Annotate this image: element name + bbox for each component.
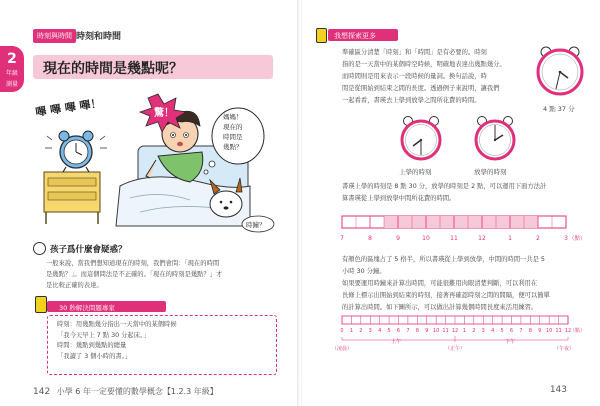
title-bar [33,55,273,79]
paragraph-line: 書瑛上學的時刻是 8 點 30 分，放學的時刻是 2 點，可以運用下面方法計 [342,183,547,190]
pm-label: 下午 [504,339,516,345]
timeline1-tick: 2 [536,235,540,242]
thought-line-4: 幾點？ [223,143,243,151]
face-icon [33,242,46,255]
paragraph-line: 的計算出時間。如下圖所示，可以做出計算幾個時間長度來活用練習。 [342,304,538,311]
thought-line-3: 時間是 [223,133,243,141]
paragraph-line: 如果要運用時鐘來計算出時間，可能很難用肉眼清楚判斷，可以利用在 [342,280,538,287]
timeline2-tick: 11 [555,328,562,334]
answer-box [47,315,277,375]
clock-main-icon [534,44,586,100]
timeline2-tick: 0 [340,328,344,334]
paragraph-line: 長條上標示出開始到結束的時刻，接著再確認時刻之間的間隔，便可以簡單 [342,292,550,299]
paragraph-line: 間是從開始到結束之間的長度。透過例子來說明，讓我們 [342,85,500,92]
left-paragraph-line: 是比較正確的表達。 [46,282,103,289]
book-mascot-icon [316,28,327,43]
answer-line: 「我讀了 3 個小時的書。」 [57,352,132,360]
book-title-footer: 小學 6 年一定要懂的數學概念【1.2.3 年級】 [56,387,218,396]
clock-home-icon [472,114,518,164]
right-paragraph-1 [342,47,530,107]
right-header-text: 我想探索更多 [334,31,376,40]
right-page [302,0,600,406]
timeline2-tick: 2 [359,328,363,334]
timeline2-unit: （點） [570,328,586,334]
paragraph-line: 準確區分清楚「時刻」和「時間」是有必要的。時刻 [342,49,487,56]
left-paragraph-line: 是幾點？」。而這個問法是不正確的。「現在的時刻是幾點？」才 [46,271,223,278]
side-tab-sub: 測量 [5,81,18,88]
answer-bar [47,301,166,312]
question-text: 孩子爲什麼會疑惑？ [50,245,127,255]
answer-line: 時間：幾點到幾點的總量 [57,342,127,349]
timeline2-tick: 4 [491,328,495,334]
timeline2-tick: 4 [378,328,382,334]
clock-school-icon [398,114,444,164]
timeline2-tick: 12 [564,328,572,334]
timeline2-tick: 8 [415,328,419,334]
timeline2-tick: 9 [425,328,429,334]
side-tab-grade-unit: 年級 [5,70,18,77]
shock-text: 驚！ [154,108,174,119]
timeline1-tick: 7 [340,235,344,242]
timeline1-tick: 3 [564,235,568,242]
answer-bar-text: 30 秒解決問題專家 [59,303,115,312]
timeline2-tick: 10 [545,328,553,334]
right-paragraph-2 [342,181,582,205]
timeline2-tick: 6 [396,328,401,334]
timeline1-tick: 10 [422,235,430,242]
timeline2-tick: 5 [387,328,391,334]
timeline-shaded-span [384,216,538,228]
answer-line: 時刻：用幾點幾分指出一天當中的某個時候 [57,321,177,328]
paragraph-line: 算書瑛從上學到放學中間所花費的時間。 [342,195,456,202]
timeline1-unit: （點） [569,236,586,242]
paragraph-line: 有顏色的區塊占了 5 格半，所以書瑛從上學到放學，中間的時間一共是 5 [342,256,545,263]
thought-line-1: 媽媽！ [223,113,243,121]
left-paragraph-line: 一般來說，當我們想知道現在的時刻，我們會問：「現在的時間 [46,260,220,267]
answer-line: 「我今天早上 7 點 30 分起床。」 [57,331,150,339]
timeline2-tick: 2 [472,328,476,334]
timeline-full-day [331,312,586,354]
paragraph-line: 一起看看，書瑛去上學到放學之間所花費的時間。 [342,97,481,104]
left-page-number: 142 [33,387,51,397]
right-header-bar [328,29,398,41]
page-title: 現在的時間是幾點呢？ [43,61,183,77]
timeline1-tick: 8 [368,235,372,242]
midnight-label: （凌晨） [331,346,353,352]
paragraph-line: 指的是一天當中的某個時空時候，明確地表達出幾點幾分。 [342,61,506,68]
timeline2-tick: 11 [442,328,449,334]
left-folio [33,386,218,397]
timeline2-tick: 8 [528,328,532,334]
timeline1-tick: 12 [478,235,486,242]
paragraph-line: 小時 30 分鐘。 [342,268,386,275]
category-title: 時刻和時間 [76,32,122,42]
timeline2-tick: 7 [519,328,523,334]
right-page-number: 143 [549,385,567,395]
clock-main-label: 4 點 37 分 [543,105,575,113]
timeline2-tick: 7 [406,328,410,334]
side-tab [0,46,24,92]
left-page [0,0,298,406]
clock-home-label: 放學的時刻 [474,168,507,176]
timeline2-tick: 3 [481,328,485,334]
timeline2-tick: 12 [451,328,459,334]
right-paragraph-3 [342,254,582,314]
thought-line-2: 現在的 [223,123,243,131]
book-mascot-icon [35,296,47,313]
timeline2-tick: 10 [432,328,440,334]
ringing-text: 嗶 嗶 嗶 嗶！ [34,96,103,119]
bedroom-illustration [30,86,275,234]
category-tag: 時刻與時間 [33,29,76,43]
timeline1-tick: 9 [396,235,400,242]
timeline-school-day [338,210,584,250]
timeline2-tick: 1 [349,328,354,334]
am-label: 上午 [390,339,402,345]
timeline2-tick: 3 [368,328,372,334]
timeline2-tick: 9 [538,328,542,334]
timeline2-tick: 6 [509,328,514,334]
timeline2-tick: 1 [462,328,467,334]
left-paragraph [46,258,278,291]
paragraph-line: 而時間則是用來表示一段時候的量詞。換句話說，時 [342,73,487,80]
timeline1-tick: 11 [450,235,458,242]
dog-speech-text: 時鐘？ [246,221,266,229]
clock-school-label: 上學的時刻 [399,168,432,176]
timeline1-tick: 1 [508,235,512,242]
timeline2-tick: 5 [500,328,504,334]
noon-label: （正午） [444,346,466,352]
side-tab-grade: 2 [7,51,17,67]
night-label: （午夜） [553,346,575,352]
